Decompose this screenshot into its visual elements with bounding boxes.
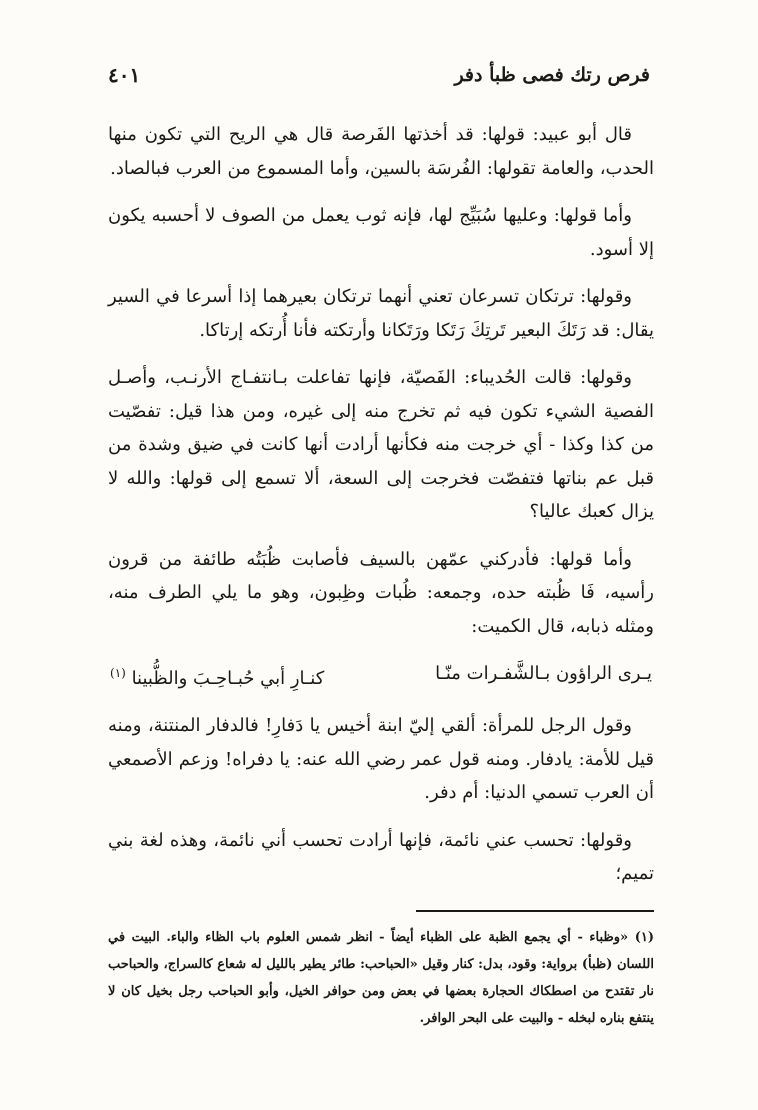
paragraph: وأما قولها: فأدركني عمّهن بالسيف فأصابت ظُبَتُه طائفة من قرون رأسيه، فَا ظُبته حده، وجمعه: ظُبات وظِبون، وهو ما يلي الطرف منه، ومثله ذبابه، قال الكميت: bbox=[108, 548, 654, 637]
running-title: فرص رتك فصى ظبأ دفر bbox=[454, 64, 650, 86]
paragraph: وقولها: ترتكان تسرعان تعني أنهما ترتكان بعيرهما إذا أسرعا في السير يقال: قد رَتَكَ البعير تَرتِكَ رَتَكا ورَتَكانا وأرتكته فأنا أُرتكه إرتاكا. bbox=[108, 286, 654, 341]
page-header bbox=[108, 60, 650, 90]
footnote bbox=[108, 924, 654, 1032]
verse-second-text: كنـارِ أبي حُبـاحِـبَ والظُّبينا bbox=[131, 668, 325, 689]
page-number: ٤٠١ bbox=[108, 63, 141, 87]
poetry-verse bbox=[108, 657, 654, 695]
main-text bbox=[108, 118, 654, 905]
footnote-marker: (١) bbox=[110, 666, 126, 680]
paragraph: وقولها: قالت الحُديباء: الفَصيّة، فإنها تفاعلت بـانتفـاج الأرنـب، وأصـل الفصية الشيء تكون فيه ثم تخرج منه إلى غيره، ومن هذا قيل: تفصّيت من كذا وكذا - أي خرجت منه فكأنها أرادت أنها كانت في ضيق وشدة من قبل عم بناتها فتفصّت فخرجت إلى السعة، ألا تسمع إلى قولها: والله لا يزال كعبك عاليا؟ bbox=[108, 367, 654, 522]
paragraph: وقول الرجل للمرأة: ألقي إليّ ابنة أخيس يا دَفارِ! فالدفار المنتنة، ومنه قيل للأمة: يادفار. ومنه قول عمر رضي الله عنه: يا دفراه! وزعم الأصمعي أن العرب تسمي الدنيا: أم دفر. bbox=[108, 715, 654, 803]
verse-second-hemistich bbox=[110, 657, 324, 695]
paragraph: وقولها: تحسب عني نائمة، فإنها أرادت تحسب أني نائمة، وهذه لغة بني تميم؛ bbox=[108, 829, 654, 884]
footnote-divider bbox=[416, 910, 654, 912]
paragraph: قال أبو عبيد: قولها: قد أخذتها الفَرصة قال هي الريح التي تكون منها الحدب، والعامة تقولها: الفُرسَة بالسين، وأما المسموع من العرب فبالصاد. bbox=[108, 124, 654, 179]
verse-first-hemistich: يـرى الراؤون بـالشَّفـرات منّـا bbox=[435, 663, 652, 684]
paragraph: وأما قولها: وعليها سُبَيِّج لها، فإنه ثوب يعمل من الصوف لا أحسبه يكون إلا أسود. bbox=[108, 205, 654, 260]
footnote-text: (١) «وظباء - أي يجمع الظبة على الظباء أيضاً - انظر شمس العلوم باب الظاء والباء. البيت في اللسان (ظبأ) برواية: وقود، بدل: كنار وقيل «الحباحب: طائر يطير بالليل له شعاع كالسراج، والحباحب نار تقتدح من اصطكاك الحجارة بعضها في بعض ومن حوافر الخيل، وأبو الحباحب رجل بخيل كان لا ينتفع بناره لبخله - والبيت على البحر الوافر. bbox=[108, 930, 654, 1026]
